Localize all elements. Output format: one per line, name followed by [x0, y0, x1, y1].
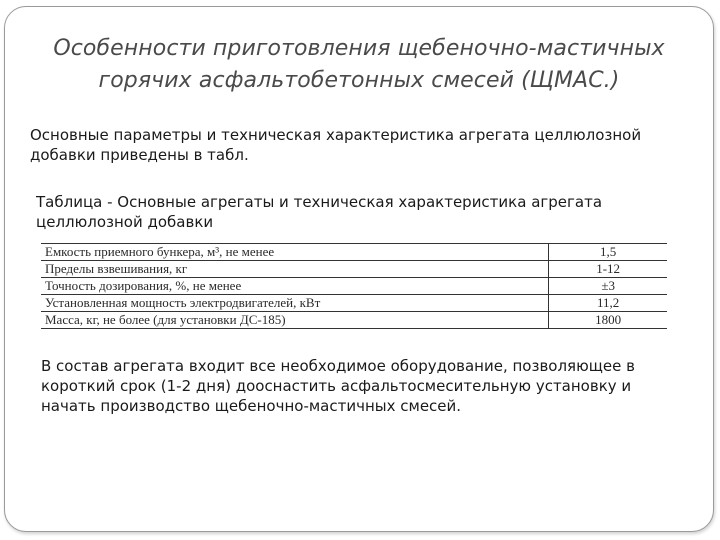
conclusion-paragraph: В состав агрегата входит все необходимое оборудование, позволяющее в короткий срок (1-2 дня) дооснастить асфальтосмесительную установку и начать производство щебеночно-мастичных смесей.	[41, 357, 635, 415]
intro-paragraph: Основные параметры и техническая характеристика агрегата целлюлозной добавки приведены в табл.	[30, 126, 642, 164]
table-row	[41, 261, 667, 278]
param-value: 11,2	[549, 295, 667, 312]
param-name: Пределы взвешивания, кг	[41, 261, 549, 278]
param-name: Установленная мощность электродвигателей, кВт	[41, 295, 549, 312]
parameters-table	[41, 243, 667, 329]
table-caption: Таблица - Основные агрегаты и техническая характеристика агрегата целлюлозной добавки	[36, 193, 603, 231]
table-row	[41, 295, 667, 312]
param-value: 1800	[549, 312, 667, 329]
table-row	[41, 278, 667, 295]
param-value: 1-12	[549, 261, 667, 278]
param-value: ±3	[549, 278, 667, 295]
slide-frame	[4, 6, 714, 532]
param-name: Точность дозирования, %, не менее	[41, 278, 549, 295]
param-name: Емкость приемного бункера, м³, не менее	[41, 244, 549, 261]
table-row	[41, 244, 667, 261]
param-name: Масса, кг, не более (для установки ДС-185)	[41, 312, 549, 329]
slide-title: Особенности приготовления щебеночно-мастичных горячих асфальтобетонных смесей (ЩМАС.)	[53, 36, 665, 93]
table-row	[41, 312, 667, 329]
param-value: 1,5	[549, 244, 667, 261]
